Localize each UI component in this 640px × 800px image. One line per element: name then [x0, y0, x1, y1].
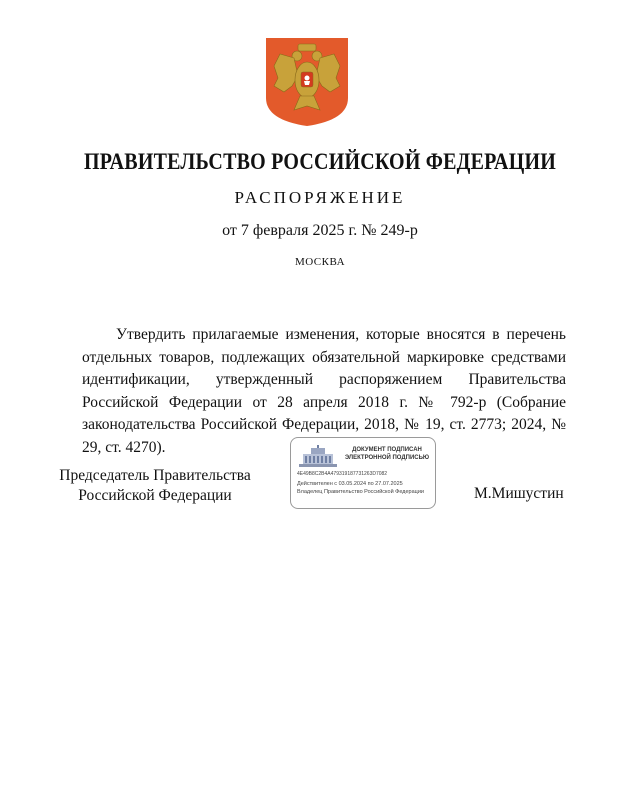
organization-title: ПРАВИТЕЛЬСТВО РОССИЙСКОЙ ФЕДЕРАЦИИ: [84, 149, 556, 175]
signer-position: Председатель Правительства Российской Федерации: [59, 467, 251, 504]
stamp-owner: Владелец Правительство Российской Федерации: [297, 489, 424, 495]
coat-of-arms-emblem: [264, 36, 350, 128]
stamp-validity: Действителен с 03.05.2024 по 27.07.2025: [297, 481, 403, 487]
order-body-text: Утвердить прилагаемые изменения, которые вносятся в перечень отдельных товаров, подлежащих обязательной маркировке средствами идентификации, утвержденный распоряжением Правительства Российской Федерации от 28 апреля 2018 г. № 792-р (Собрание законодательства Российской Федерации, 2018, № 19, ст. 2773; 2024, № 29, ст. 4270).: [82, 326, 566, 456]
document-date-number: от 7 февраля 2025 г. № 249-р: [222, 222, 418, 239]
signer-name: М.Мишустин: [474, 485, 564, 502]
electronic-signature-stamp: [290, 437, 436, 509]
stamp-certificate-number: 4E49B8C2B4A479319187731263D7082: [297, 471, 388, 477]
government-building-icon: [297, 444, 339, 468]
document-type: РАСПОРЯЖЕНИЕ: [234, 188, 406, 207]
stamp-heading: ДОКУМЕНТ ПОДПИСАН ЭЛЕКТРОННОЙ ПОДПИСЬЮ: [344, 447, 430, 461]
document-city: МОСКВА: [294, 256, 346, 268]
coat-of-arms-icon: [264, 36, 350, 128]
